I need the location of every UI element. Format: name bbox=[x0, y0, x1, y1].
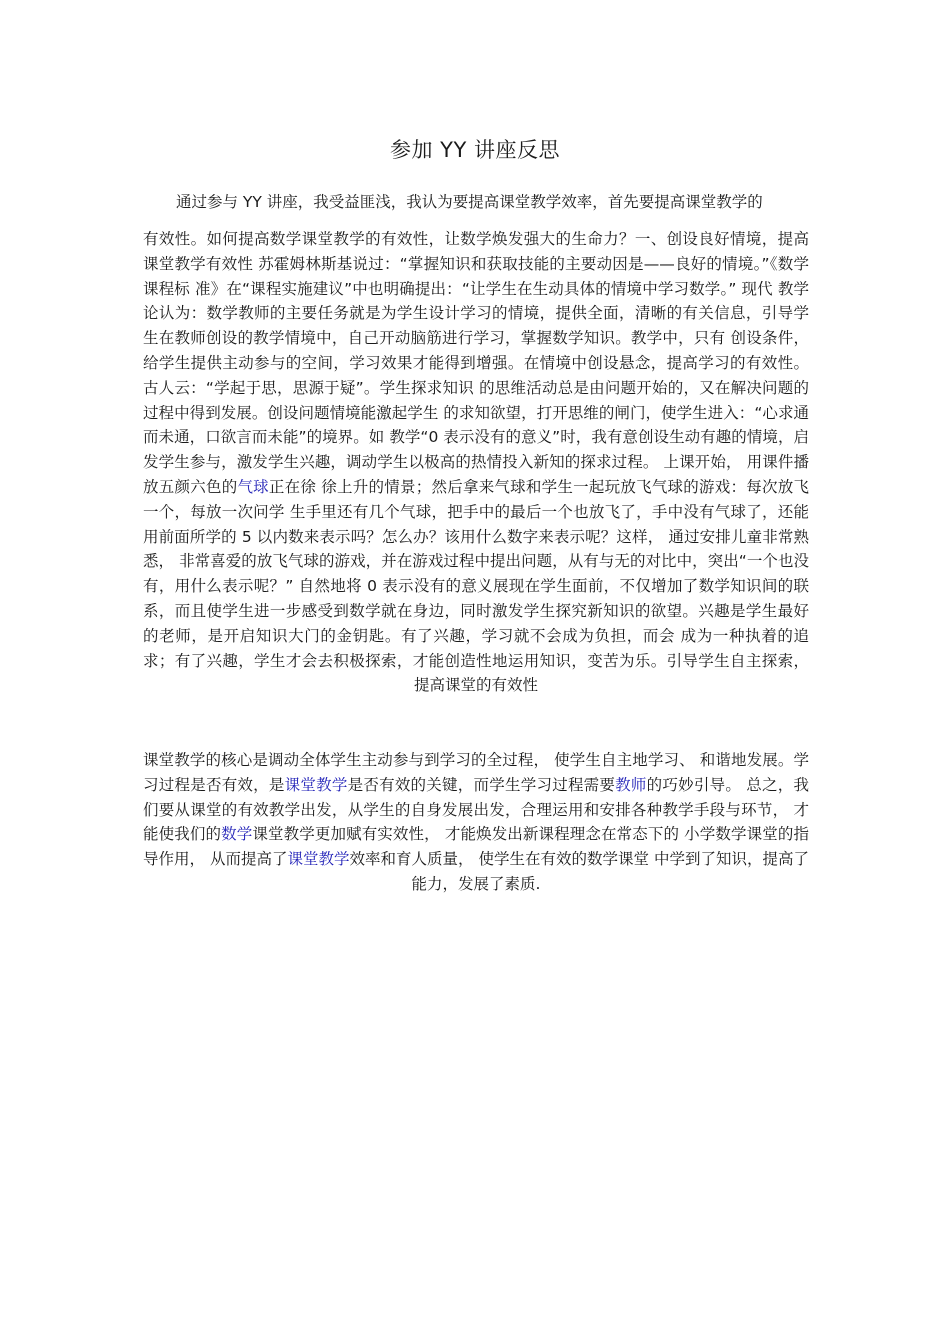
paragraph-1 bbox=[143, 227, 809, 698]
paragraph-1-text-b: 正在徐 徐上升的情景；然后拿来气球和学生一起玩放飞气球的游戏：每次放飞一个，每放一次问学 生手里还有几个气球，把手中的最后一个也放飞了，手中没有气球了，还能用前面所学的 5 以内数来表示吗？怎么办？该用什么数字来表示呢？这样， 通过安排儿童非常熟悉， 非常喜爱的放飞气球的游戏，并在游戏过程中提出问题，从有与无的对比中，突出“一个也没有，用什么表示呢？” 自然地将 0 表示没有的意义展现在学生面前，不仅增加了数学知识间的联 系，而且使学生进一步感受到数学就在身边，同时激发学生探究新知识的欲望。兴趣是学生最好的老师，是开启知识大门的金钥匙。有了兴趣，学习就不会成为负担，而会 成为一种执着的追求；有了兴趣，学生才会去积极探索，才能创造性地运用知识，变苦为乐。引导学生自主探索，提高课堂的有效性 bbox=[143, 477, 809, 695]
paragraph-2-text-e: 效率和育人质量， 使学生在有效的数学课堂 中学到了知识，提高了能力，发展了素质. bbox=[349, 850, 809, 893]
paragraph-1-text-a: 有效性。如何提高数学课堂教学的有效性，让数学焕发强大的生命力？一、创设良好情境，提高课堂教学有效性 苏霍姆林斯基说过：“掌握知识和获取技能的主要动因是——良好的情境。”《数学课程标 准》在“课程实施建议”中也明确提出：“让学生在生动具体的情境中学习数学。” 现代 教学论认为：数学教师的主要任务就是为学生设计学习的情境，提供全面，清晰的有关信息，引导学生在教师创设的教学情境中，自己开动脑筋进行学习，掌握数学知识。教学中，只有 创设条件，给学生提供主动参与的空间，学习效果才能得到增强。在情境中创设悬念，提高学习的有效性。古人云：“学起于思，思源于疑”。学生探求知识 的思维活动总是由问题开始的，又在解决问题的过程中得到发展。创设问题情境能激起学生 的求知欲望，打开思维的闸门，使学生进入：“心求通而未通，口欲言而未能”的境界。如 教学“0 表示没有的意义”时，我有意创设生动有趣的情境，启发学生参与，激发学生兴趣，调动学生以极高的热情投入新知的探求过程。 上课开始， 用课件播放五颜六色的 bbox=[143, 230, 809, 496]
classroom-teaching-link-2[interactable]: 课堂教学 bbox=[287, 850, 350, 869]
balloon-link[interactable]: 气球 bbox=[237, 477, 269, 496]
teacher-link[interactable]: 教师 bbox=[615, 775, 647, 794]
paragraph-2-text-b: 是否有效的关键，而学生学习过程需要 bbox=[347, 775, 616, 794]
paragraph-2 bbox=[143, 748, 809, 897]
paragraph-2-text-a: 课堂教学的核心是调动全体学生主动参与到学习的全过程， 使学生自主地学习、 和谐地发展。学习过程是否有效，是 bbox=[143, 751, 809, 794]
classroom-teaching-link[interactable]: 课堂教学 bbox=[284, 775, 348, 794]
document-title: 参加 YY 讲座反思 bbox=[389, 138, 560, 162]
paragraph-2-text-d: 课堂教学更加赋有实效性， 才能焕发出新课程理念在常态下的 小学数学课堂的指导作用， 从而提高了 bbox=[143, 825, 809, 869]
paragraph-2-text-c: 的巧妙引导。 总之，我们要从课堂的有效教学出发，从学生的自身发展出发，合理运用和安排各种教学手段与环节， 才能使我们的 bbox=[143, 775, 809, 844]
paragraph-1-first-line: 通过参与 YY 讲座，我受益匪浅，我认为要提高课堂教学效率，首先要提高课堂教学的 bbox=[176, 193, 763, 211]
math-link[interactable]: 数学 bbox=[221, 825, 253, 844]
